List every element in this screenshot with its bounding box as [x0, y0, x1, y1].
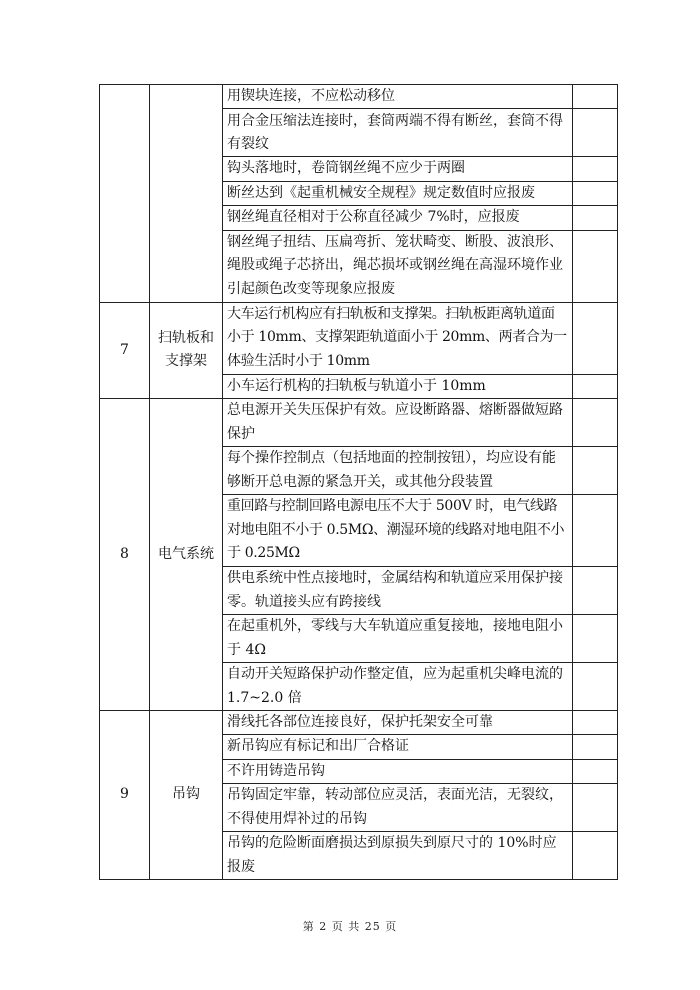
check-cell: [573, 230, 618, 302]
requirement-cell: 在起重机外，零线与大车轨道应重复接地，接地电阻小于 4Ω: [223, 615, 573, 663]
requirement-cell: 吊钩的危险断面磨损达到原损失到原尺寸的 10%时应报废: [223, 832, 573, 880]
requirement-cell: 供电系统中性点接地时，金属结构和轨道应采用保护接零。轨道接头应有跨接线: [223, 567, 573, 615]
requirement-cell: 自动开关短路保护动作整定值，应为起重机尖峰电流的 1.7~2.0 倍: [223, 663, 573, 711]
check-cell: [573, 181, 618, 205]
check-cell: [573, 302, 618, 374]
item-number-cell: [100, 85, 150, 303]
check-cell: [573, 663, 618, 711]
check-cell: [573, 784, 618, 832]
check-cell: [573, 109, 618, 157]
item-name-cell: 电气系统: [150, 399, 223, 711]
check-cell: [573, 374, 618, 398]
inspection-table: [99, 84, 618, 880]
page-footer: 第 2 页 共 25 页: [302, 920, 398, 933]
item-number-cell: 9: [100, 711, 150, 880]
check-cell: [573, 615, 618, 663]
requirement-cell: 不许用铸造吊钩: [223, 759, 573, 783]
check-cell: [573, 157, 618, 181]
item-name-cell: [150, 85, 223, 303]
check-cell: [573, 206, 618, 230]
check-cell: [573, 735, 618, 759]
requirement-cell: 钢丝绳直径相对于公称直径减少 7%时，应报废: [223, 206, 573, 230]
requirement-cell: 用合金压缩法连接时，套筒两端不得有断丝，套筒不得有裂纹: [223, 109, 573, 157]
check-cell: [573, 85, 618, 109]
requirement-cell: 小车运行机构的扫轨板与轨道小于 10mm: [223, 374, 573, 398]
check-cell: [573, 759, 618, 783]
item-number-cell: 8: [100, 399, 150, 711]
requirement-cell: 新吊钩应有标记和出厂合格证: [223, 735, 573, 759]
requirement-cell: 滑线托各部位连接良好，保护托架安全可靠: [223, 711, 573, 735]
requirement-cell: 总电源开关失压保护有效。应设断路器、熔断器做短路保护: [223, 399, 573, 447]
requirement-cell: 重回路与控制回路电源电压不大于 500V 时，电气线路对地电阻不小于 0.5MΩ、潮湿环境的线路对地电阻不小于 0.25MΩ: [223, 495, 573, 567]
table-row: [100, 711, 618, 735]
table-row: [100, 399, 618, 447]
requirement-cell: 钢丝绳子扭结、压扁弯折、笼状畸变、断股、波浪形、绳股或绳子芯挤出，绳芯损坏或钢丝绳在高湿环境作业引起颜色改变等现象应报废: [223, 230, 573, 302]
check-cell: [573, 447, 618, 495]
requirement-cell: 钩头落地时，卷筒钢丝绳不应少于两圈: [223, 157, 573, 181]
table-row: [100, 302, 618, 374]
requirement-cell: 用锲块连接，不应松动移位: [223, 85, 573, 109]
requirement-cell: 大车运行机构应有扫轨板和支撑架。扫轨板距离轨道面小于 10mm、支撑架距轨道面小于 20mm、两者合为一体验生活时小于 10mm: [223, 302, 573, 374]
item-name-cell: 吊钩: [150, 711, 223, 880]
check-cell: [573, 832, 618, 880]
item-number-cell: 7: [100, 302, 150, 398]
table-row: [100, 85, 618, 109]
check-cell: [573, 711, 618, 735]
check-cell: [573, 567, 618, 615]
check-cell: [573, 399, 618, 447]
requirement-cell: 每个操作控制点（包括地面的控制按钮），均应设有能够断开总电源的紧急开关，或其他分段装置: [223, 447, 573, 495]
item-name-cell: 扫轨板和支撑架: [150, 302, 223, 398]
requirement-cell: 吊钩固定牢靠，转动部位应灵活，表面光洁，无裂纹，不得使用焊补过的吊钩: [223, 784, 573, 832]
requirement-cell: 断丝达到《起重机械安全规程》规定数值时应报废: [223, 181, 573, 205]
check-cell: [573, 495, 618, 567]
